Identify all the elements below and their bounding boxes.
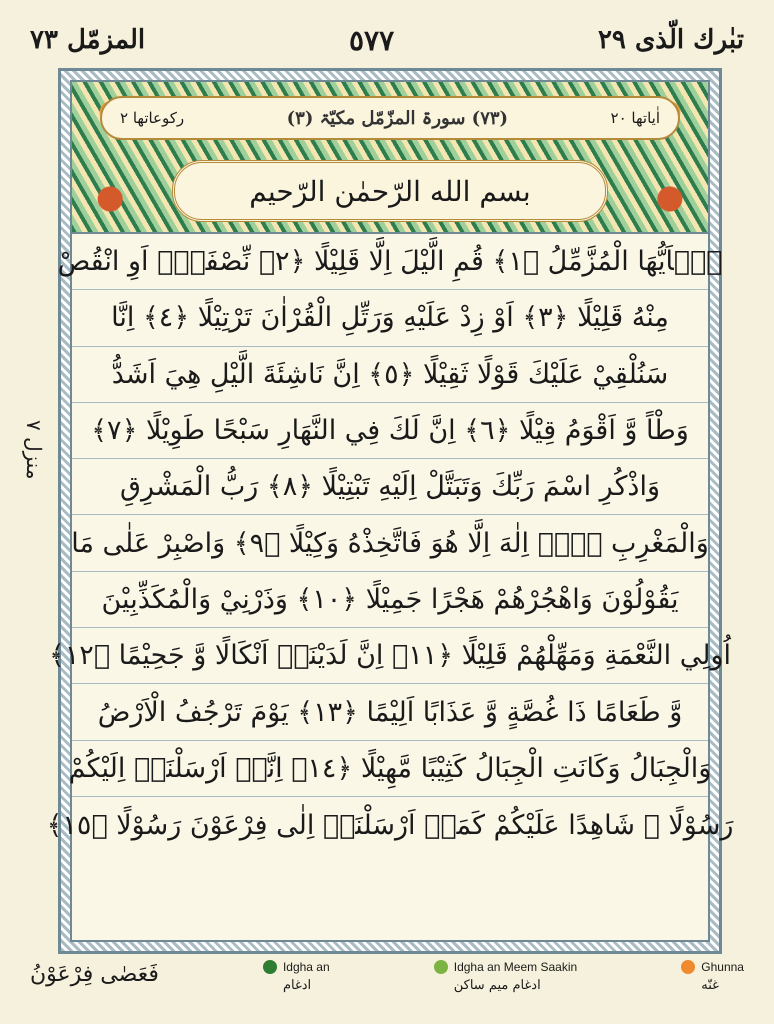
page-content <box>46 80 734 942</box>
legend-label-en: Ghunna <box>701 960 744 974</box>
verse-line: وَطْاً وَّ اَقْوَمُ قِيْلًا ﴿٦﴾ اِنَّ لَكَ فِي النَّهَارِ سَبْحًا طَوِيْلًا ﴿٧﴾ <box>72 403 708 459</box>
page-number: ٥٧٧ <box>348 23 395 57</box>
verse-line: وَّ طَعَامًا ذَا غُصَّةٍ وَّ عَذَابًا اَلِيْمًا ﴿١٣﴾ يَوْمَ تَرْجُفُ الْاَرْضُ <box>72 684 708 740</box>
legend-idgham <box>263 960 330 993</box>
verse-line: اُولِي النَّعْمَةِ وَمَهِّلْهُمْ قَلِيْلًا ﴿١١﴾ اِنَّ لَدَيْنَاۤ اَنْكَالًا وَّ جَحِيْمًا ﴿١٢﴾ <box>72 628 708 684</box>
verse-line: وَالْجِبَالُ وَكَانَتِ الْجِبَالُ كَثِيْبًا مَّهِيْلًا ﴿١٤﴾ اِنَّاۤ اَرْسَلْنَاۤ اِلَيْكُمْ <box>72 741 708 797</box>
page-footer <box>30 960 744 1016</box>
ruku-count: رکوعاتها ۲ <box>120 109 185 127</box>
page-frame <box>46 68 734 954</box>
legend-label-ar: ادغام <box>282 978 312 993</box>
surah-title-box <box>100 96 680 140</box>
surah-banner <box>72 82 708 234</box>
surah-name-header: المزمّل ٧٣ <box>30 25 146 55</box>
verse-line: رَسُوْلًا ۙ شَاهِدًا عَلَيْكُمْ كَمَاۤ اَرْسَلْنَاۤ اِلٰى فِرْعَوْنَ رَسُوْلًا ﴿١٥﴾ <box>46 809 734 841</box>
legend-ghunna <box>681 960 744 993</box>
legend-label-en: Idgha an <box>282 960 330 974</box>
manzil-marker: منزل ۷ <box>22 420 46 480</box>
legend-label-en: Idgha an Meem Saakin <box>453 960 578 974</box>
idgham-meem-color-dot <box>434 960 448 974</box>
idgham-color-dot <box>263 960 277 974</box>
legend-idgham-meem <box>434 960 577 993</box>
verse-line: سَنُلْقِيْ عَلَيْكَ قَوْلًا ثَقِيْلًا ﴿٥﴾ اِنَّ نَاشِئَةَ الَّيْلِ هِيَ اَشَدُّ <box>72 347 708 403</box>
legend-label-ar: ادغام میم ساکن <box>453 978 541 993</box>
verse-line: وَاذْكُرِ اسْمَ رَبِّكَ وَتَبَتَّلْ اِلَيْهِ تَبْتِيْلًا ﴿٨﴾ رَبُّ الْمَشْرِقِ <box>72 459 708 515</box>
verse-lines <box>46 234 734 940</box>
ghunna-color-dot <box>681 960 695 974</box>
verse-line: يَقُوْلُوْنَ وَاهْجُرْهُمْ هَجْرًا جَمِيْلًا ﴿١٠﴾ وَذَرْنِيْ وَالْمُكَذِّبِيْنَ <box>72 572 708 628</box>
juz-name-header: تبٰرك الّذى ۲۹ <box>597 25 744 55</box>
verse-line: يٰۤاَيُّهَا الْمُزَّمِّلُ ﴿١﴾ قُمِ الَّيْلَ اِلَّا قَلِيْلًا ﴿٢﴾ نِّصْفَهٗۤ اَوِ انْقُصْ <box>72 234 708 290</box>
ayat-count: اٰیاتها ۲۰ <box>610 109 660 127</box>
verse-line: مِنْهُ قَلِيْلًا ﴿٣﴾ اَوْ زِدْ عَلَيْهِ وَرَتِّلِ الْقُرْاٰنَ تَرْتِيْلًا ﴿٤﴾ اِنَّا <box>72 290 708 346</box>
legend-label-ar: غنّه <box>701 978 719 993</box>
surah-title: (٧٣) سورۃ المزّمّل مکیّۃ (۳) <box>286 107 509 129</box>
next-page-word: فَعَصٰى فِرْعَوْنُ <box>30 962 159 987</box>
page-header <box>30 18 744 62</box>
verse-line: وَالْمَغْرِبِ لَاۤ اِلٰهَ اِلَّا هُوَ فَاتَّخِذْهُ وَكِيْلًا ﴿٩﴾ وَاصْبِرْ عَلٰى مَا <box>72 515 708 571</box>
bismillah: بسم الله الرّحمٰن الرّحيم <box>172 160 608 222</box>
